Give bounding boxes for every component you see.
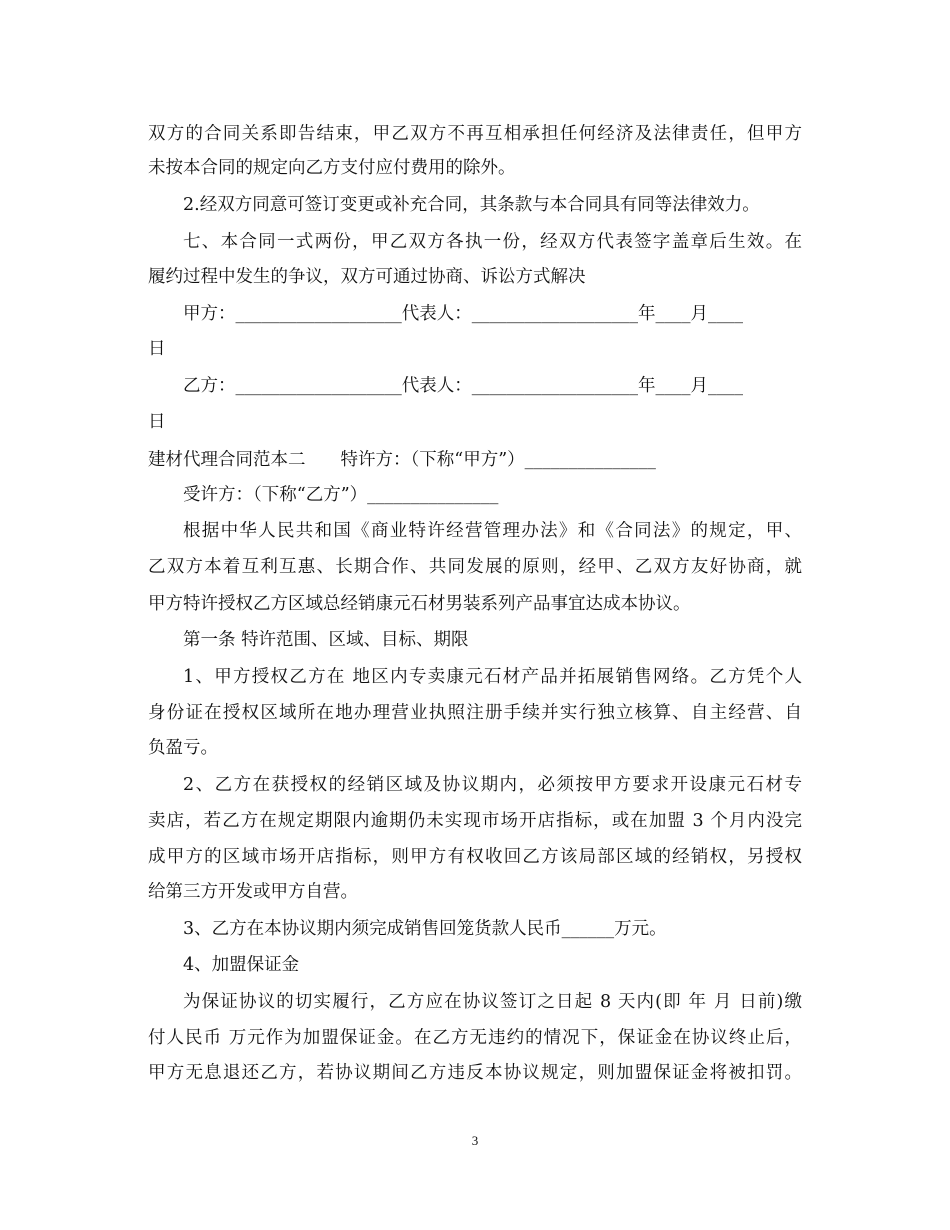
text-line: 2.经双方同意可签订变更或补充合同，其条款与本合同具有同等法律效力。 bbox=[183, 195, 760, 215]
text-line: 为保证协议的切实履行，乙方应在协议签订之日起 8 天内(即 年 月 日前)缴 bbox=[183, 992, 802, 1012]
text-line: 日 bbox=[148, 412, 166, 432]
text-line: 1、甲方授权乙方在 地区内专卖康元石材产品并拓展销售网络。乙方凭个人 bbox=[183, 667, 802, 687]
text-line: 根据中华人民共和国《商业特许经营管理办法》和《合同法》的规定，甲、 bbox=[183, 521, 802, 541]
section-heading: 建材代理合同范本二 特许方：（下称“甲方”）_______________ bbox=[148, 450, 656, 470]
signature-line-party-a: 甲方：___________________代表人：___________________年____月____ bbox=[183, 304, 743, 324]
text-line: 卖店，若乙方在规定期限内逾期仍未实现市场开店指标，或在加盟 3 个月内没完 bbox=[148, 811, 802, 831]
text-line: 2、乙方在获授权的经销区域及协议期内，必须按甲方要求开设康元石材专 bbox=[183, 775, 802, 795]
text-line: 给第三方开发或甲方自营。 bbox=[148, 882, 358, 902]
text-line: 负盈亏。 bbox=[148, 738, 218, 758]
page-number: 3 bbox=[471, 1133, 479, 1148]
text-line: 付人民币 万元作为加盟保证金。在乙方无违约的情况下，保证金在协议终止后， bbox=[148, 1028, 802, 1048]
text-line: 受许方：（下称“乙方”）_______________ bbox=[183, 485, 499, 505]
text-line: 履约过程中发生的争议，双方可通过协商、诉讼方式解决 bbox=[148, 267, 586, 287]
text-line: 甲方特许授权乙方区域总经销康元石材男装系列产品事宜达成本协议。 bbox=[148, 594, 691, 614]
text-line: 七、本合同一式两份，甲乙双方各执一份，经双方代表签字盖章后生效。在 bbox=[183, 232, 802, 252]
signature-line-party-b: 乙方：___________________代表人：___________________年____月____ bbox=[183, 376, 743, 396]
text-line: 甲方无息退还乙方，若协议期间乙方违反本协议规定，则加盟保证金将被扣罚。 bbox=[148, 1063, 802, 1083]
text-line: 成甲方的区域市场开店指标，则甲方有权收回乙方该局部区域的经销权，另授权 bbox=[148, 847, 802, 867]
text-line: 日 bbox=[148, 339, 166, 359]
article-heading: 第一条 特许范围、区域、目标、期限 bbox=[183, 630, 469, 650]
text-line: 未按本合同的规定向乙方支付应付费用的除外。 bbox=[148, 158, 516, 178]
text-line: 4、加盟保证金 bbox=[183, 955, 300, 975]
text-line: 乙双方本着互利互惠、长期合作、共同发展的原则，经甲、乙双方友好协商，就 bbox=[148, 557, 802, 577]
text-line: 身份证在授权区域所在地办理营业执照注册手续并实行独立核算、自主经营、自 bbox=[148, 703, 802, 723]
text-line: 双方的合同关系即告结束，甲乙双方不再互相承担任何经济及法律责任，但甲方 bbox=[148, 124, 802, 144]
text-line: 3、乙方在本协议期内须完成销售回笼货款人民币______万元。 bbox=[183, 919, 667, 939]
